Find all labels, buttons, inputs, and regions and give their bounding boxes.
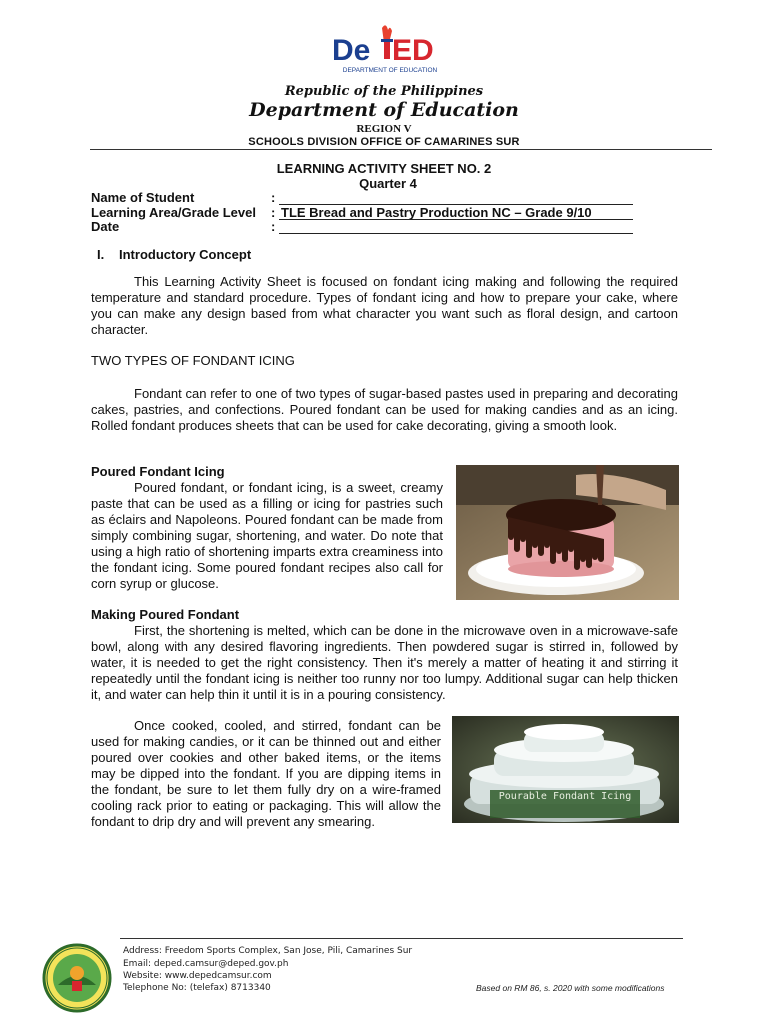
date-colon: : xyxy=(271,219,276,234)
division-heading: SCHOOLS DIVISION OFFICE OF CAMARINES SUR xyxy=(248,136,520,148)
types-heading: TWO TYPES OF FONDANT ICING xyxy=(91,353,295,368)
deped-logo xyxy=(330,22,450,82)
footer-address: Address: Freedom Sports Complex, San Jose, Pili, Camarines Sur xyxy=(123,946,413,956)
poured-fondant-photo xyxy=(456,465,679,600)
footer-based-on: Based on RM 86, s. 2020 with some modifications xyxy=(476,983,665,993)
pourable-fondant-caption: Pourable Fondant Icing xyxy=(498,791,632,802)
pourable-fondant-photo xyxy=(452,716,679,823)
area-colon: : xyxy=(271,205,276,220)
section-heading: Introductory Concept xyxy=(119,247,252,262)
area-label: Learning Area/Grade Level xyxy=(91,205,256,220)
date-field[interactable] xyxy=(279,219,633,234)
name-label: Name of Student xyxy=(91,190,195,205)
region-heading: REGION V xyxy=(356,123,412,135)
logo-subtext: DEPARTMENT OF EDUCATION xyxy=(342,67,438,74)
footer-email[interactable]: Email: deped.camsur@deped.gov.ph xyxy=(123,959,289,969)
name-field[interactable] xyxy=(279,190,633,205)
footer-divider xyxy=(120,938,683,939)
sheet-quarter: Quarter 4 xyxy=(359,176,417,191)
types-paragraph: Fondant can refer to one of two types of sugar-based pastes used in preparing and decorating cakes, pastries, and confections. Poured fondant can be used for making candies and as an icing. Rolled fondant produces sheets that can be used for cake decorating, giving a smooth look. xyxy=(91,386,678,433)
svg-text:ED: ED xyxy=(392,34,434,67)
intro-paragraph: This Learning Activity Sheet is focused on fondant icing making and following the required temperature and standard procedure. Types of fondant icing and how to prepare your cake, where you can make any design based from what character you want such as floral design, and cartoon character. xyxy=(91,274,678,337)
svg-text:De: De xyxy=(332,34,371,67)
making-paragraph: First, the shortening is melted, which can be done in the microwave oven in a microwave-safe bowl, along with any desired flavoring ingredients. Then powdered sugar is stirred in, followed by water, it is needed to get the right consistency. Then it's merely a matter of heating it and stirring it repeatedly until the fondant icing is neither too runny nor too lumpy. Additional sugar can help thicken it, and water can help thin it until it is in a pouring consistency. xyxy=(91,623,678,702)
footer-website[interactable]: Website: www.depedcamsur.com xyxy=(123,971,272,981)
poured-heading: Poured Fondant Icing xyxy=(91,464,225,479)
making-heading: Making Poured Fondant xyxy=(91,607,240,622)
division-seal xyxy=(42,943,112,1013)
department-heading: Department of Education xyxy=(249,99,519,121)
header-divider xyxy=(90,149,712,150)
area-value: TLE Bread and Pastry Production NC – Grade 9/10 xyxy=(281,205,592,220)
cooked-paragraph: Once cooked, cooled, and stirred, fondant can be used for making candies, or it can be thinned out and either poured over cookies and other baked items, or the items may be dipped into the fondant. If you are dipping items in the fondant, be sure to let them fully dry on a wire-framed cooling rack prior to eating or packaging. This will allow the fondant to drip dry and will prevent any smearing. xyxy=(91,718,441,829)
sheet-title: LEARNING ACTIVITY SHEET NO. 2 xyxy=(276,161,492,176)
footer-telephone: Telephone No: (telefax) 8713340 xyxy=(123,983,271,993)
name-colon: : xyxy=(271,190,276,205)
republic-heading: Republic of the Philippines xyxy=(284,84,484,99)
section-number: I. xyxy=(97,247,105,262)
date-label: Date xyxy=(91,219,120,234)
poured-paragraph: Poured fondant, or fondant icing, is a sweet, creamy paste that can be used as a filling or icing for pastries such as éclairs and Napoleons. Poured fondant can be made from simply combining sugar, shortening, and water. Do note that using a high ratio of shortening imparts extra creaminess into the fondant icing. Some poured fondant recipes also call for corn syrup or glucose. xyxy=(91,480,443,591)
